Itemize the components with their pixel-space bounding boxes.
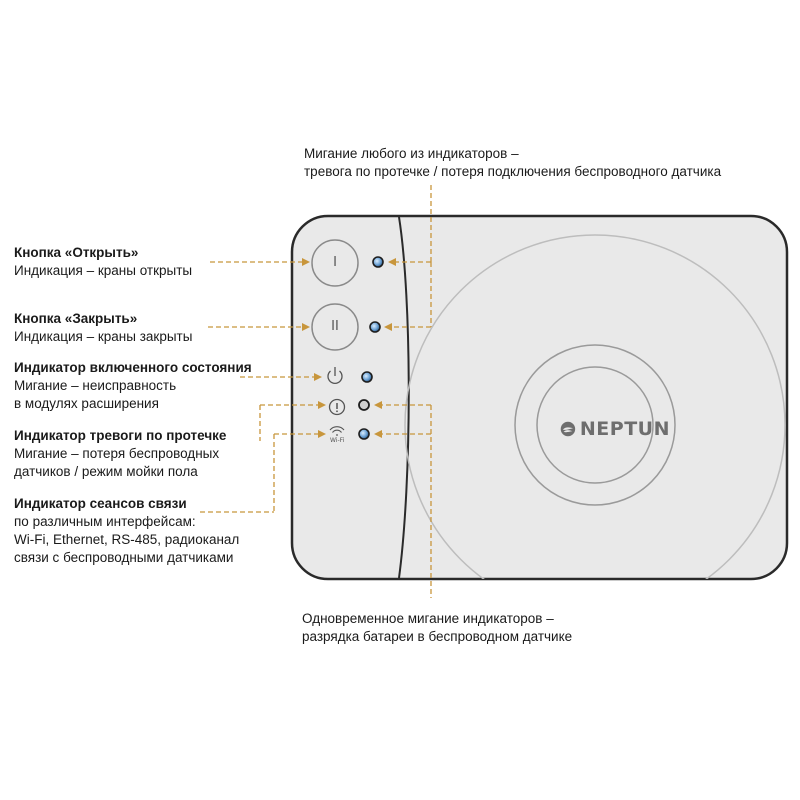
label-open-desc: Индикация – краны открыты: [14, 263, 193, 278]
label-power-desc2: в модулях расширения: [14, 396, 159, 411]
label-open: [14, 244, 192, 280]
label-close-title: Кнопка «Закрыть»: [14, 311, 138, 326]
label-open-title: Кнопка «Открыть»: [14, 245, 139, 260]
top-note-line1: Мигание любого из индикаторов –: [304, 146, 519, 161]
label-alarm-title: Индикатор тревоги по протечке: [14, 428, 227, 443]
device-body: [292, 216, 787, 579]
label-comm: [14, 495, 239, 567]
label-alarm: [14, 427, 226, 481]
open-button-symbol: I: [333, 255, 337, 270]
label-close-desc: Индикация – краны закрыты: [14, 329, 193, 344]
label-power-title: Индикатор включенного состояния: [14, 360, 252, 375]
bottom-note-line2: разрядка батареи в беспроводном датчике: [302, 629, 573, 644]
close-button-symbol: II: [331, 319, 339, 334]
label-comm-desc2: Wi-Fi, Ethernet, RS-485, радиоканал: [14, 532, 240, 547]
neptun-logo: [560, 414, 670, 444]
label-alarm-desc1: Мигание – потеря беспроводных: [14, 446, 220, 461]
led-comm: [359, 429, 369, 439]
led-alarm: [359, 400, 369, 410]
label-power-desc1: Мигание – неисправность: [14, 378, 177, 393]
label-comm-title: Индикатор сеансов связи: [14, 496, 187, 511]
top-note: [304, 145, 721, 181]
label-power: [14, 359, 252, 413]
logo-text: NEPTUN: [579, 418, 670, 440]
led-close: [370, 322, 380, 332]
label-close: [14, 310, 192, 346]
label-alarm-desc2: датчиков / режим мойки пола: [14, 464, 198, 479]
label-comm-desc3: связи с беспроводными датчиками: [14, 550, 234, 565]
label-comm-desc1: по различным интерфейсам:: [14, 514, 196, 529]
top-note-line2: тревога по протечке / потеря подключения беспроводного датчика: [304, 164, 722, 179]
wifi-caption: Wi-Fi: [330, 437, 345, 444]
neptun-drop-icon: [560, 418, 576, 440]
led-power: [362, 372, 372, 382]
led-open: [373, 257, 383, 267]
bottom-note: [302, 610, 572, 646]
bottom-note-line1: Одновременное мигание индикаторов –: [302, 611, 554, 626]
